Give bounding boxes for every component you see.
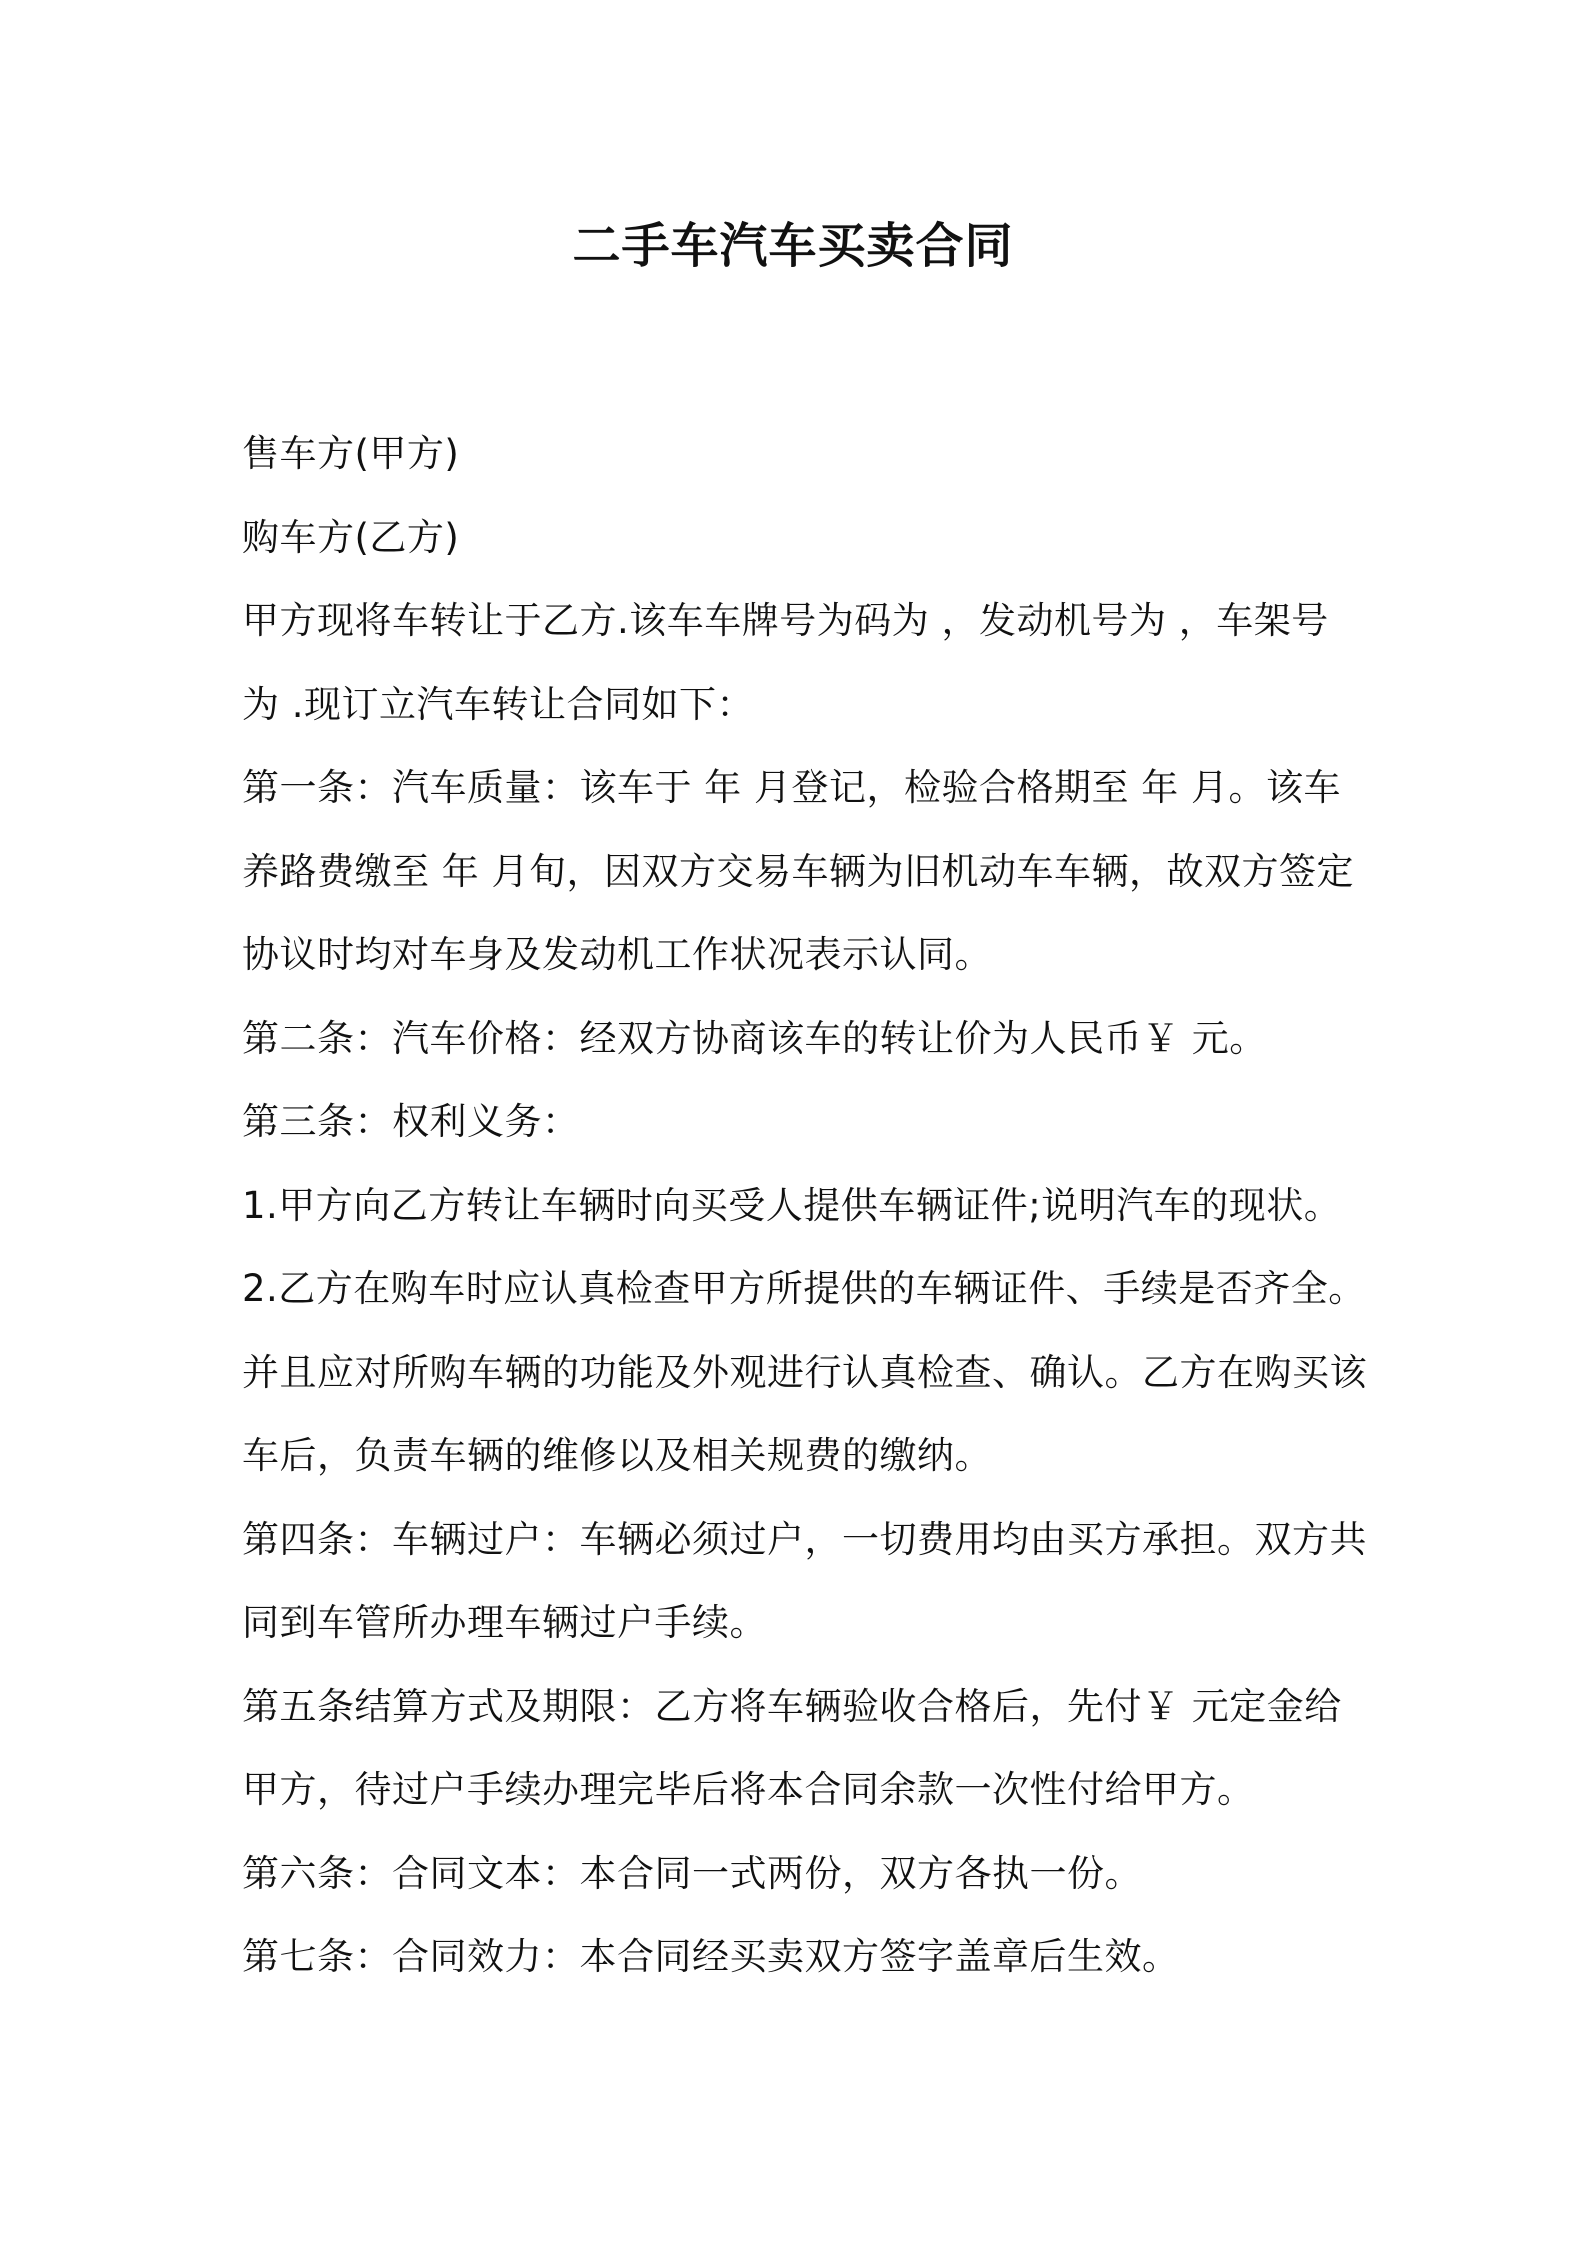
article-3-item-2-line-1: 2.乙方在购车时应认真检查甲方所提供的车辆证件、手续是否齐全。 — [242, 1267, 1366, 1310]
article-2-line: 第二条：汽车价格：经双方协商该车的转让价为人民币￥ 元。 — [242, 1016, 1267, 1060]
article-1-line-3: 协议时均对车身及发动机工作状况表示认同。 — [242, 933, 992, 976]
contract-body — [242, 412, 1367, 1999]
buyer-line: 购车方(乙方) — [242, 515, 460, 559]
article-1-line-1: 第一条：汽车质量：该车于 年 月登记，检验合格期至 年 月。该车 — [242, 766, 1342, 809]
document-title: 二手车汽车买卖合同 — [572, 218, 1014, 274]
intro-line-1: 甲方现将车转让于乙方.该车车牌号为码为 ，发动机号为 ，车架号 — [242, 599, 1329, 642]
seller-line: 售车方(甲方) — [242, 432, 460, 475]
article-6-line: 第六条：合同文本：本合同一式两份，双方各执一份。 — [242, 1851, 1142, 1895]
article-5-line-1: 第五条结算方式及期限：乙方将车辆验收合格后，先付￥ 元定金给 — [242, 1684, 1342, 1728]
article-3-heading: 第三条：权利义务： — [242, 1100, 580, 1143]
article-3-item-1: 1.甲方向乙方转让车辆时向买受人提供车辆证件;说明汽车的现状。 — [242, 1183, 1342, 1227]
article-3-item-2-line-2: 并且应对所购车辆的功能及外观进行认真检查、确认。乙方在购买该 — [242, 1350, 1367, 1394]
article-5-line-2: 甲方，待过户手续办理完毕后将本合同余款一次性付给甲方。 — [242, 1768, 1255, 1811]
article-7-line: 第七条：合同效力：本合同经买卖双方签字盖章后生效。 — [242, 1935, 1180, 1978]
intro-line-2: 为 .现订立汽车转让合同如下： — [242, 682, 755, 726]
article-4-line-1: 第四条：车辆过户：车辆必须过户，一切费用均由买方承担。双方共 — [242, 1517, 1367, 1561]
article-3-item-2-line-3: 车后，负责车辆的维修以及相关规费的缴纳。 — [242, 1434, 992, 1477]
article-1-line-2: 养路费缴至 年 月旬，因双方交易车辆为旧机动车车辆，故双方签定 — [242, 849, 1355, 893]
article-4-line-2: 同到车管所办理车辆过户手续。 — [242, 1601, 767, 1644]
